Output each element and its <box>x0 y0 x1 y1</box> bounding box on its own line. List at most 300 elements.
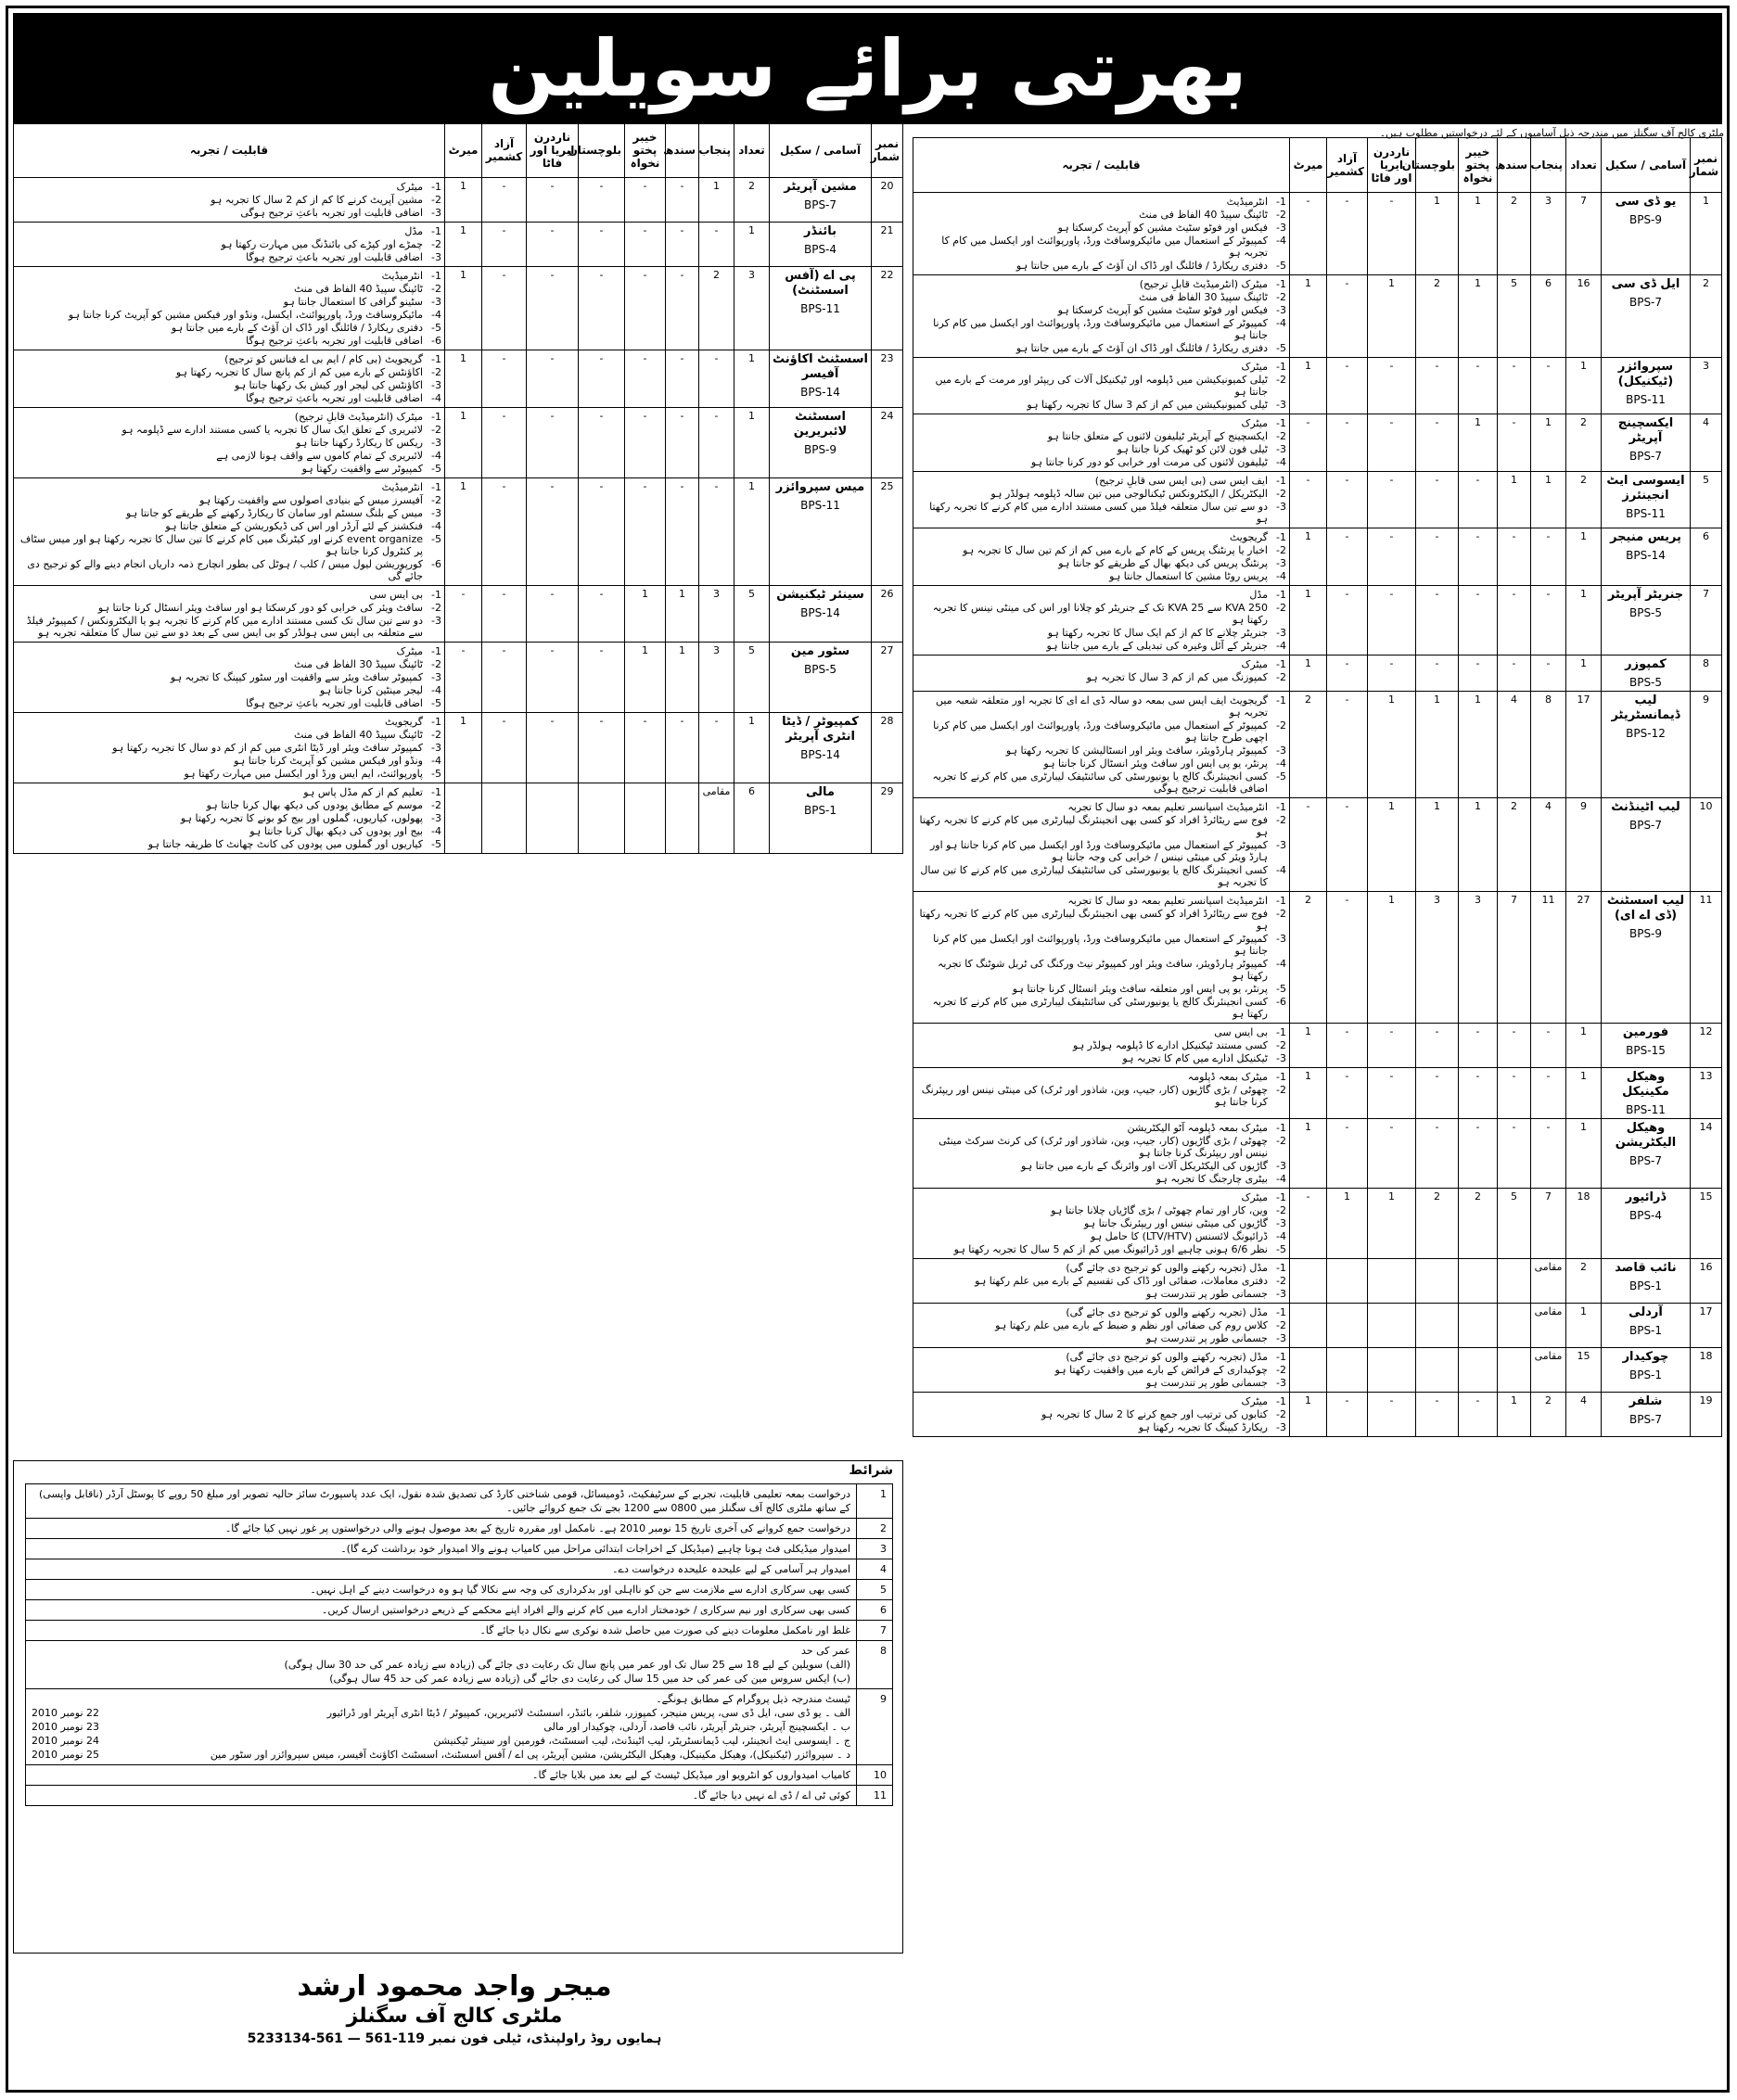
qualification-item <box>17 437 441 449</box>
qualification-text: کمپیوٹر کے استعمال میں مائیکروسافٹ ورڈ، پاورپوائنٹ اور ایکسل میں کام کرنا اچھی طرح جانتا ہو <box>933 719 1268 744</box>
qualification-item <box>17 481 441 493</box>
qualification-item <box>17 450 441 462</box>
post-title-cell <box>770 350 872 408</box>
post-title: ایکسچینج آپریٹر <box>1617 416 1674 445</box>
qualification-cell <box>14 586 445 643</box>
header-post: آسامی / سکیل <box>770 123 872 178</box>
qualification-text: گریجویٹ ایف ایس سی بمعہ دو سالہ ڈی اے ای کا تجربہ اور متعلقہ شعبہ میں تجربہ ہو <box>936 694 1268 719</box>
qualification-number: 1- <box>431 589 441 601</box>
qualification-text: دفتری ریکارڈ / فائلنگ اور ڈاک ان آؤٹ کے بارے میں جانتا ہو <box>1015 342 1268 354</box>
qualification-text: لیجر مینٹین کرنا جانتا ہو <box>319 684 423 696</box>
quota-merit: 1 <box>1290 528 1327 586</box>
condition-row <box>26 1539 893 1559</box>
qualification-text: کمپیوٹر ہارڈویئر، سافٹ ویئر اور کمپیوٹر نیٹ ورکنگ کی ٹربل شوٹنگ کا تجربہ رکھتا ہو <box>937 958 1268 982</box>
qualification-cell <box>913 1348 1290 1393</box>
quota-kp: - <box>625 408 666 478</box>
quota-punjab: - <box>1531 1024 1566 1068</box>
qualification-item <box>916 1052 1286 1064</box>
qualification-text: ٹیلیفون لائنوں کی مرمت اور خرابی کو دور کرنا جانتا ہو <box>1030 456 1268 468</box>
quota-merit: 1 <box>1290 275 1327 358</box>
quota-ajk: - <box>1327 892 1368 1024</box>
quota-punjab: - <box>1531 1119 1566 1189</box>
qualification-number: 2- <box>1276 1408 1286 1420</box>
qualification-number: 3- <box>1276 1217 1286 1229</box>
post-row <box>14 478 903 586</box>
qualification-item <box>17 424 441 436</box>
post-row <box>913 1068 1722 1119</box>
quota-fata: 1 <box>1368 892 1416 1024</box>
quota-sindh: 2 <box>1498 798 1531 892</box>
qualification-text: کمپیوٹر کے استعمال میں مائیکروسافٹ ورڈ اور ایکسل میں کام کرنا جانتا ہو اور ہارڈ ویئر کی مینٹی نینس / خرابی کی وجہ جانتا ہو <box>929 839 1268 863</box>
quota-balochistan: - <box>1416 1119 1459 1189</box>
post-title: فورمین <box>1622 1025 1669 1039</box>
qualification-cell <box>913 892 1290 1024</box>
quota-ajk: 1 <box>1327 1189 1368 1259</box>
qualification-text: گاڑیوں کی مینٹی نینس اور ریپئرنگ جانتا ہو <box>1083 1217 1268 1229</box>
qualification-item <box>916 671 1286 683</box>
post-number: 23 <box>872 350 903 408</box>
qualification-text: جنریٹر کے آئل وغیرہ کی تبدیلی کے بارے میں جانتا ہو <box>1046 640 1268 652</box>
condition-row <box>26 1621 893 1641</box>
qualification-text: ریکس کا ریکارڈ رکھنا جانتا ہو <box>296 437 423 449</box>
test-schedule-date: 25 نومبر 2010 <box>32 1749 100 1761</box>
qualification-number: 3- <box>431 742 441 754</box>
qualification-text: کسی انجینئرنگ کالج یا یونیورسٹی کی سائنٹیفک لیبارٹری میں کام کرنے کا تجربہ اضافی قابلیت ترجیح ہوگی <box>932 770 1268 795</box>
qualification-text: کمپیوٹر سافٹ ویئر سے واقفیت اور سٹور کیپنگ کا تجربہ ہو <box>170 671 423 683</box>
post-number: 22 <box>872 267 903 350</box>
quota-kp: - <box>625 178 666 223</box>
qualification-number: 1- <box>1276 895 1286 907</box>
quota-merit: - <box>1290 1189 1327 1259</box>
age-limit: (الف) سویلین کے لیے 18 سے 25 سال تک اور عمر میں پانچ سال تک رعایت دی جائے گی (زیادہ سے زیادہ عمر کی حد 30 سال ہوگی) <box>284 1659 850 1671</box>
post-count: 1 <box>1566 358 1602 414</box>
post-number: 2 <box>1691 275 1722 358</box>
qualification-item <box>916 770 1286 795</box>
post-title: سٹور مین <box>790 644 850 658</box>
qualification-item <box>916 1230 1286 1242</box>
qualification-cell <box>913 1068 1290 1119</box>
quota-ajk: - <box>1327 798 1368 892</box>
post-title-cell <box>770 267 872 350</box>
qualification-text: ایکسچینج کے آپریٹر ٹیلیفون لائنوں کے متعلق جانتا ہو <box>1047 430 1268 442</box>
quota-empty <box>1459 1304 1498 1348</box>
qualification-item <box>916 417 1286 429</box>
post-title-cell <box>1602 1393 1691 1437</box>
post-number: 21 <box>872 223 903 267</box>
condition-cell <box>26 1539 857 1559</box>
qualification-number: 4- <box>1276 456 1286 468</box>
qualification-item <box>916 1288 1286 1300</box>
post-row <box>913 1348 1722 1393</box>
post-count: 2 <box>1566 472 1602 528</box>
qualification-item <box>916 1262 1286 1274</box>
post-title-cell <box>1602 414 1691 472</box>
post-row <box>913 655 1722 692</box>
qualification-number: 2- <box>1276 1275 1286 1287</box>
condition-number: 10 <box>857 1765 893 1786</box>
qualification-text: مڈل <box>404 225 423 237</box>
qualification-item <box>916 1243 1286 1255</box>
post-number: 3 <box>1691 358 1722 414</box>
quota-sindh: 1 <box>666 643 699 713</box>
qualification-text: ٹائپنگ سپیڈ 40 الفاظ فی منٹ <box>293 283 423 295</box>
header-punjab: پنجاب <box>1531 138 1566 193</box>
quota-sindh: - <box>666 178 699 223</box>
test-schedule-post-list: سپروائزر (ٹیکنیکل)، وھیکل مکینیکل، وھیکل الیکٹریشن، مشین آپریٹر، پی اے / آفس اسسٹنٹ، اسسٹنٹ اکاؤنٹ آفیسر، میس سپروائزر اور سٹور مین <box>210 1749 834 1761</box>
post-title: سینئر ٹیکنیشن <box>776 588 864 602</box>
header-merit: میرٹ <box>445 123 482 178</box>
post-number: 7 <box>1691 586 1722 655</box>
condition-text: کسی بھی سرکاری ادارے سے ملازمت سے جن کو نااہلی اور بدکرداری کی وجہ سے نکالا گیا ہو وہ درخواست دینے کے اہل نہیں۔ <box>310 1584 850 1596</box>
qualification-number: 1- <box>1276 1351 1286 1363</box>
header-sindh: سندھ <box>666 123 699 178</box>
qualification-text: ٹائپنگ سپیڈ 40 الفاظ فی منٹ <box>293 729 423 741</box>
qualification-number: 2- <box>431 283 441 295</box>
qualification-text: دفتری معاملات، صفائی اور ڈاک کی تقسیم کے بارے میں علم رکھتا ہو <box>975 1275 1268 1287</box>
post-scale: BPS-1 <box>1628 1279 1663 1292</box>
quota-punjab: 2 <box>699 267 734 350</box>
qualification-text: میٹرک (انٹرمیڈیٹ قابلِ ترجیح) <box>294 411 423 423</box>
post-number: 25 <box>872 478 903 586</box>
qualification-text: جسمانی طور پر تندرست ہو <box>1145 1332 1268 1344</box>
qualification-item <box>17 251 441 263</box>
qualification-text: کیاریوں اور گملوں میں پودوں کی کانٹ چھانٹ کا طریقہ جانتا ہو <box>147 838 423 850</box>
post-title-cell <box>1602 892 1691 1024</box>
qualification-item <box>17 296 441 308</box>
qualification-text: فوج سے ریٹائرڈ افراد کو کسی بھی انجینئرنگ لیبارٹری میں کام کرنے کا تجربہ رکھتا ہو <box>919 908 1268 932</box>
quota-fata: - <box>1368 193 1416 275</box>
quota-merit: 1 <box>445 713 482 783</box>
quota-empty <box>445 783 482 854</box>
qualification-number: 3- <box>431 296 441 308</box>
quota-merit: 1 <box>1290 1119 1327 1189</box>
quota-ajk: - <box>482 350 527 408</box>
quota-fata: - <box>1368 358 1416 414</box>
qualification-cell <box>913 1393 1290 1437</box>
condition-row <box>26 1600 893 1621</box>
qualification-text: ٹائپنگ سپیڈ 40 الفاظ فی منٹ <box>1138 209 1268 221</box>
qualification-text: مائیکروسافٹ ورڈ، پاورپوائنٹ، ایکسل، ونڈو اور فیکس مشین کو آپریٹ کرنا جانتا ہو <box>68 309 423 321</box>
condition-text: کامیاب امیدواروں کو انٹرویو اور میڈیکل ٹیسٹ کے لیے بعد میں بلایا جائے گا۔ <box>532 1769 850 1781</box>
post-title: پی اے (آفس اسسٹنٹ) <box>785 269 856 298</box>
qualification-number: 2- <box>1276 908 1286 920</box>
post-title-cell <box>1602 358 1691 414</box>
qualification-item <box>916 1122 1286 1134</box>
qualification-number: 4- <box>1276 1230 1286 1242</box>
conditions-heading: شرائط <box>849 1463 893 1478</box>
quota-fata: - <box>527 223 579 267</box>
post-title-cell <box>770 478 872 586</box>
qualification-cell <box>913 1259 1290 1304</box>
signatory-org: ملٹری کالج آف سگنلز <box>346 2005 563 2028</box>
post-scale: BPS-7 <box>1628 1413 1663 1426</box>
condition-number: 9 <box>857 1689 893 1765</box>
qualification-item <box>916 996 1286 1020</box>
post-number: 6 <box>1691 528 1722 586</box>
quota-fata: - <box>527 178 579 223</box>
quota-merit: 1 <box>1290 358 1327 414</box>
quota-kp: - <box>1459 1024 1498 1068</box>
intro-text: ملٹری کالج آف سگنلز میں مندرجہ ذیل آسامیوں کے لئے درخواستیں مطلوب ہیں۔ <box>1379 127 1724 139</box>
signatory-name: میجر واجد محمود ارشد <box>297 1970 612 2003</box>
qualification-item <box>916 544 1286 556</box>
quota-balochistan: 2 <box>1416 275 1459 358</box>
post-row <box>14 267 903 350</box>
condition-row <box>26 1484 893 1519</box>
post-scale: BPS-11 <box>1626 507 1666 520</box>
qualification-number: 1- <box>1276 1071 1286 1083</box>
post-number: 29 <box>872 783 903 854</box>
post-scale: BPS-14 <box>800 748 840 761</box>
post-scale: BPS-9 <box>1628 213 1663 226</box>
post-title-cell <box>1602 528 1691 586</box>
quota-ajk: - <box>1327 528 1368 586</box>
quota-sindh: - <box>1498 1068 1531 1119</box>
qualification-text: میٹرک (انٹرمیڈیٹ قابلِ ترجیح) <box>1139 278 1268 290</box>
qualification-number: 5- <box>1276 260 1286 272</box>
qualification-number: 1- <box>431 270 441 282</box>
qualification-number: 2- <box>1276 291 1286 303</box>
quota-merit: - <box>1290 414 1327 472</box>
quota-empty <box>1368 1259 1416 1304</box>
qualification-number: 3- <box>1276 1421 1286 1433</box>
quota-sindh: 2 <box>1498 193 1531 275</box>
qualification-text: لائبریری کے تمام کاموں سے واقف ہونا لازمی ہے <box>216 450 423 462</box>
post-count: 9 <box>1566 798 1602 892</box>
qualification-text: میٹرک <box>1241 1191 1268 1203</box>
post-title-cell <box>770 223 872 267</box>
qualification-text: میٹرک <box>396 181 423 193</box>
qualification-number: 3- <box>431 207 441 219</box>
quota-empty <box>482 783 527 854</box>
qualification-text: جنریٹر چلانے کا کم از کم ایک سال کا تجربہ رکھتا ہو <box>1047 627 1268 639</box>
quota-kp: - <box>625 267 666 350</box>
post-title: ڈرائیور <box>1625 1190 1667 1204</box>
qualification-text: وین، کار اور تمام چھوٹی / بڑی گاڑیاں چلانا جانتا ہو <box>1051 1204 1268 1216</box>
condition-row <box>26 1519 893 1539</box>
qualification-text: میٹرک بمعہ ڈپلومہ <box>1187 1071 1268 1083</box>
qualification-item <box>916 456 1286 468</box>
post-title: وھیکل مکینیکل <box>1622 1070 1669 1099</box>
qualification-text: ایف ایس سی (بی ایس سی قابلِ ترجیح) <box>1094 475 1268 487</box>
qualification-text: میٹرک <box>1241 1395 1268 1407</box>
qualification-item <box>17 742 441 754</box>
post-count: 1 <box>734 350 770 408</box>
qualification-cell <box>14 223 445 267</box>
qualification-number: 4- <box>431 520 441 532</box>
quota-ajk: - <box>1327 275 1368 358</box>
qualification-number: 1- <box>1276 417 1286 429</box>
test-schedule-letter: ب <box>840 1721 850 1733</box>
condition-text: امیدوار میڈیکلی فٹ ہونا چاہیے (میڈیکل کے اخراجات ابتدائی مراحل میں کامیاب ہونے والا امیدوار خود برداشت کرے گا)۔ <box>340 1543 850 1555</box>
condition-row <box>26 1786 893 1806</box>
signatory-address: ہمایوں روڈ راولپنڈی، ٹیلی فون نمبر 119-561 — 561-5233134 <box>247 2031 662 2046</box>
qualification-number: 3- <box>1276 933 1286 945</box>
posts-body-left <box>14 178 903 854</box>
quota-empty <box>1327 1348 1368 1393</box>
quota-balochistan: - <box>1416 1024 1459 1068</box>
quota-fata: - <box>527 408 579 478</box>
qualification-number: 1- <box>1276 1395 1286 1407</box>
post-scale: BPS-11 <box>1626 1103 1666 1116</box>
qualification-number: 2- <box>431 602 441 614</box>
qualification-text: ٹیکنیکل ادارے میں کام کا تجربہ ہو <box>1122 1052 1268 1064</box>
qualification-item <box>916 640 1286 652</box>
quota-merit: 1 <box>1290 1068 1327 1119</box>
qualification-item <box>916 1364 1286 1376</box>
qualification-number: 4- <box>431 309 441 321</box>
conditions-body <box>26 1484 893 1806</box>
quota-punjab: 3 <box>1531 193 1566 275</box>
qualification-number: 1- <box>1276 1306 1286 1318</box>
qualification-number: 3- <box>431 507 441 519</box>
qualification-item <box>916 531 1286 543</box>
quota-punjab: - <box>1531 655 1566 692</box>
quota-empty <box>1459 1348 1498 1393</box>
quota-sindh: - <box>1498 586 1531 655</box>
post-scale: BPS-11 <box>1626 393 1666 406</box>
post-scale: BPS-7 <box>803 198 837 211</box>
post-row <box>14 586 903 643</box>
post-row <box>14 783 903 854</box>
qualification-item <box>916 1351 1286 1363</box>
condition-cell <box>26 1484 857 1519</box>
condition-text: غلط اور نامکمل معلومات دینے کی صورت میں حاصل شدہ نوکری سے نکال دیا جائے گا۔ <box>479 1624 850 1636</box>
post-title: لیب اٹینڈنٹ <box>1611 800 1680 814</box>
post-number: 26 <box>872 586 903 643</box>
qualification-item <box>916 839 1286 863</box>
quota-fata: - <box>1368 586 1416 655</box>
condition-number: 6 <box>857 1600 893 1621</box>
test-schedule-date: 22 نومبر 2010 <box>32 1707 100 1719</box>
qualification-number: 2- <box>1276 1204 1286 1216</box>
qualification-item <box>17 589 441 601</box>
qualification-cell <box>913 472 1290 528</box>
qualification-text: اضافی قابلیت اور تجربہ باعثِ ترجیح ہوگا <box>246 251 423 263</box>
post-scale: BPS-7 <box>1628 450 1663 463</box>
quota-merit: - <box>1290 798 1327 892</box>
quota-empty <box>625 783 666 854</box>
qualification-item <box>916 488 1286 500</box>
condition-cell <box>26 1580 857 1600</box>
quota-kp: - <box>1459 1119 1498 1189</box>
qualification-number: 2- <box>1276 374 1286 386</box>
qualification-text: فنکشنز کے لئے آرڈر اور اس کی ڈیکوریشن کے متعلق جانتا ہو <box>165 520 423 532</box>
condition-number: 1 <box>857 1484 893 1519</box>
qualification-item <box>916 1306 1286 1318</box>
qualification-text: کمپیوٹر کے استعمال میں مائیکروسافٹ ورڈ، پاورپوائنٹ اور ایکسل میں کام کا تجربہ ہو <box>941 235 1268 259</box>
qualification-text: انٹرمیڈیٹ <box>381 270 423 282</box>
qualification-text: دفتری ریکارڈ / فائلنگ اور ڈاک ان آؤٹ کے بارے میں جانتا ہو <box>1015 260 1268 272</box>
quota-sindh: - <box>666 350 699 408</box>
qualification-item <box>916 694 1286 719</box>
quota-fata: - <box>1368 414 1416 472</box>
qualification-item <box>17 379 441 391</box>
qualification-text: کمپیوٹر کے استعمال میں مائیکروسافٹ ورڈ، پاورپوائنٹ اور ایکسل میں کام کرنا جانتا ہو <box>933 933 1268 957</box>
qualification-number: 5- <box>431 838 441 850</box>
qualification-item <box>916 570 1286 582</box>
header-ajk: آزاد کشمیر <box>482 123 527 178</box>
post-title: اسسٹنٹ اکاؤنٹ آفیسر <box>773 352 868 381</box>
qualification-text: کسی انجینئرنگ کالج یا یونیورسٹی کی سائنٹیفک لیبارٹری میں کام کرنے کا تین سال کا تجربہ ہو <box>920 864 1268 888</box>
test-schedule-row <box>32 1748 850 1762</box>
qualification-item <box>17 392 441 404</box>
qualification-text: کسی انجینئرنگ کالج یا یونیورسٹی کی سائنٹیفک لیبارٹری میں کام کرنے کا تجربہ رکھتا ہو <box>932 996 1268 1020</box>
quota-ajk: - <box>482 478 527 586</box>
test-schedule-post-list: ایسوسی ایٹ انجینئر، لیب ڈیمانسٹریٹر، لیب اٹینڈنٹ، لیب اسسٹنٹ، فورمین اور سینئر ٹیکنیشن <box>433 1735 832 1747</box>
post-title-cell <box>1602 1189 1691 1259</box>
post-title: بائنڈر <box>804 224 837 238</box>
qualification-text: انٹرمیڈیٹ <box>381 481 423 493</box>
quota-balochistan: - <box>1416 358 1459 414</box>
qualification-item <box>17 463 441 475</box>
quota-empty <box>666 783 699 854</box>
conditions-box <box>13 1460 903 1954</box>
qualification-text: پرنٹر، یو پی ایس اور سافٹ ویئر انسٹال کرنا جانتا ہو <box>1043 757 1268 770</box>
qualification-item <box>17 729 441 741</box>
post-count: 1 <box>1566 1068 1602 1119</box>
post-count: 1 <box>1566 528 1602 586</box>
quota-sindh: 4 <box>1498 692 1531 798</box>
qualification-number: 4- <box>431 825 441 837</box>
qualification-cell <box>14 408 445 478</box>
qualification-item <box>916 317 1286 341</box>
post-count: 16 <box>1566 275 1602 358</box>
quota-ajk: - <box>1327 655 1368 692</box>
qualification-text: اضافی قابلیت اور تجربہ باعثِ ترجیح ہوگا <box>246 697 423 709</box>
qualification-text: اکاؤنٹس کی لیجر اور کیش بک رکھنا جانتا ہو <box>234 379 423 391</box>
qualification-number: 3- <box>1276 304 1286 316</box>
qualification-number: 5- <box>1276 983 1286 995</box>
qualification-number: 4- <box>431 755 441 767</box>
post-number: 5 <box>1691 472 1722 528</box>
qualification-text: مڈل <box>1249 589 1268 601</box>
quota-merit: 1 <box>445 223 482 267</box>
qualification-item <box>916 719 1286 744</box>
qualification-item <box>916 374 1286 398</box>
qualification-item <box>17 507 441 519</box>
quota-fata: 1 <box>1368 1189 1416 1259</box>
post-number: 20 <box>872 178 903 223</box>
quota-ajk: - <box>482 223 527 267</box>
header-qual: قابلیت / تجربہ <box>14 123 445 178</box>
qualification-number: 2- <box>431 424 441 436</box>
header-count: تعداد <box>1566 138 1602 193</box>
quota-sindh: - <box>1498 414 1531 472</box>
quota-punjab: 6 <box>1531 275 1566 358</box>
post-row <box>913 1189 1722 1259</box>
quota-ajk: - <box>482 408 527 478</box>
header-balochistan: بلوچستان <box>1416 138 1459 193</box>
qualification-item <box>916 627 1286 639</box>
qualification-number: 1- <box>1276 1026 1286 1038</box>
condition-text: کسی بھی سرکاری اور نیم سرکاری / خودمختار ادارے میں کام کرنے والے افراد اپنے محکمے کے ذریعے درخواستیں ارسال کریں۔ <box>321 1604 850 1616</box>
quota-sindh: 1 <box>1498 472 1531 528</box>
condition-text: عمر کی حد <box>801 1645 850 1657</box>
test-schedule-row <box>32 1720 850 1734</box>
post-count: 1 <box>1566 655 1602 692</box>
qualification-item <box>17 838 441 850</box>
qualification-number: 3- <box>1276 1288 1286 1300</box>
qualification-text: دو سے تین سال متعلقہ فیلڈ میں کسی مستند ادارے میں کام کرنے کا تجربہ رکھتا ہو <box>929 501 1268 525</box>
qualification-text: موسم کے مطابق پودوں کی دیکھ بھال کرنا جانتا ہو <box>206 799 423 811</box>
post-scale: BPS-4 <box>1628 1209 1663 1222</box>
quota-ajk: - <box>1327 586 1368 655</box>
post-title-cell <box>1602 655 1691 692</box>
post-title: ایل ڈی سی <box>1611 277 1680 291</box>
qualification-number: 5- <box>431 697 441 709</box>
qualification-number: 1- <box>1276 658 1286 670</box>
